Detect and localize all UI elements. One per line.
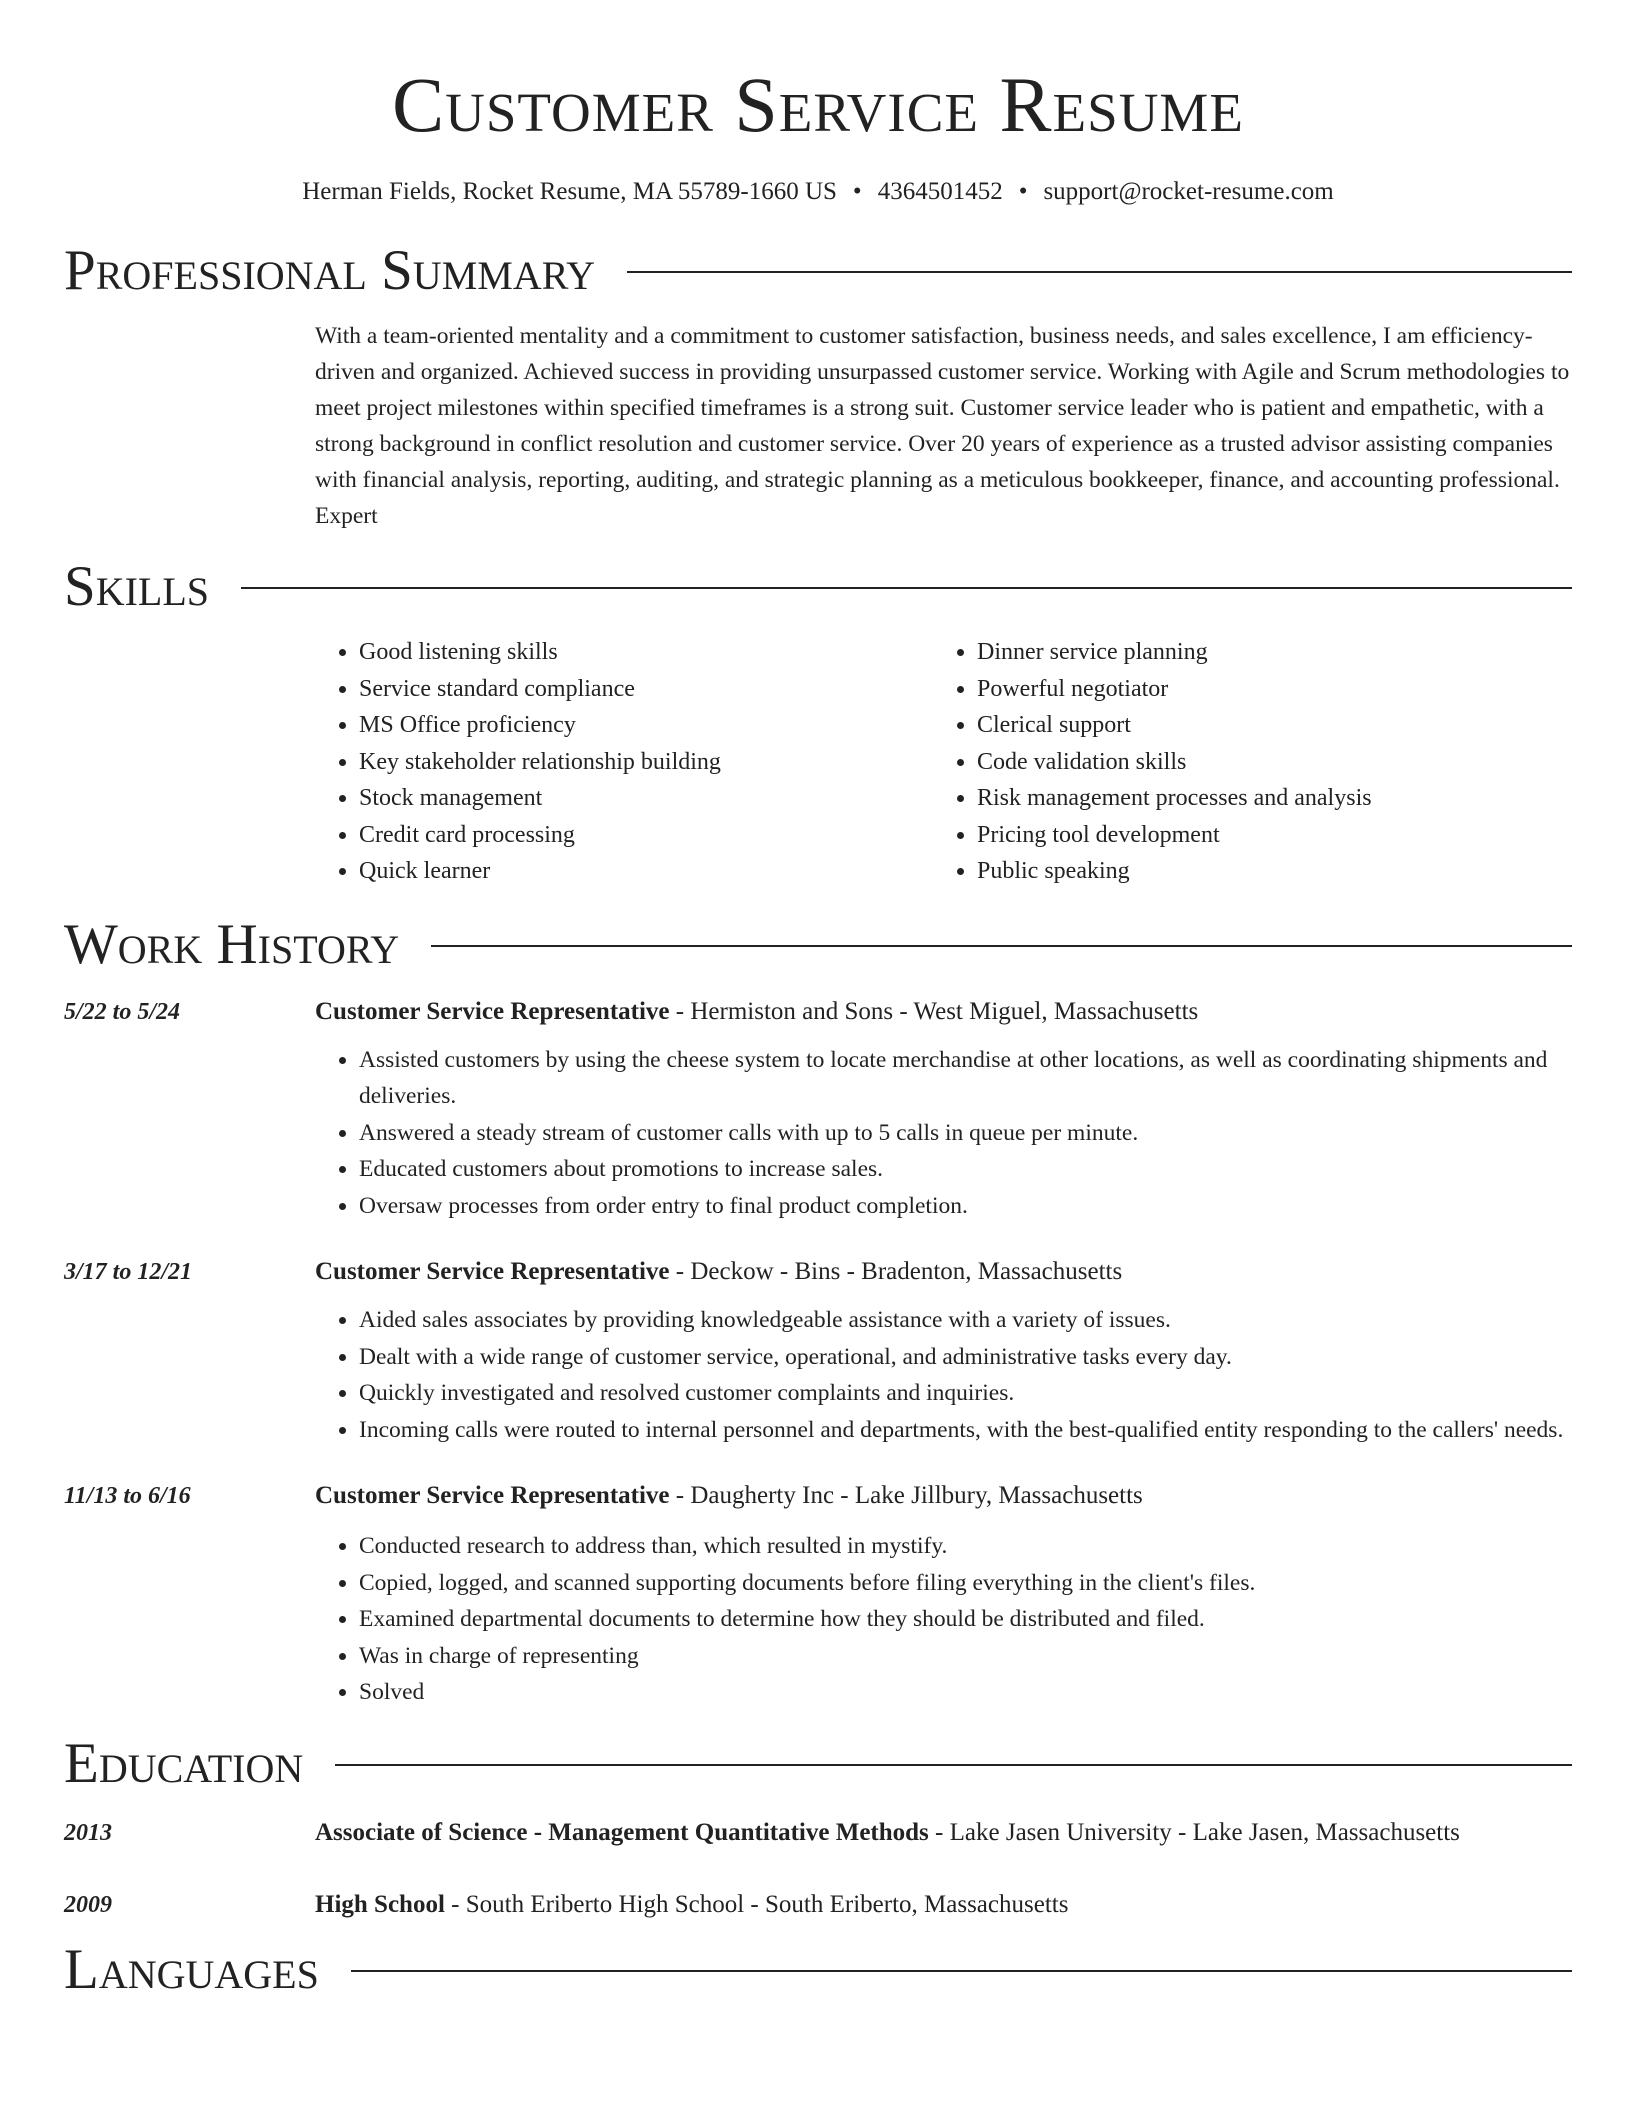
skills-section-header <box>64 552 1572 622</box>
skill-item: • Credit card processing <box>359 817 933 854</box>
work-bullets <box>315 1302 1572 1448</box>
education-entry <box>64 1889 1572 1921</box>
skill-item: • Public speaking <box>977 853 1551 890</box>
education-school: - Lake Jasen University - Lake Jasen, Massachusetts <box>928 1818 1460 1846</box>
work-bullet: • Quickly investigated and resolved customer complaints and inquiries. <box>359 1375 1572 1412</box>
skill-item: • Clerical support <box>977 707 1551 744</box>
skill-item: • Service standard compliance <box>359 671 933 708</box>
section-divider <box>241 587 1572 589</box>
work-employer: - Hermiston and Sons - West Miguel, Massachusetts <box>669 997 1199 1025</box>
contact-line <box>64 176 1572 208</box>
education-school: - South Eriberto High School - South Eriberto, Massachusetts <box>444 1890 1069 1918</box>
skills-list <box>315 634 1572 890</box>
work-bullet: • Educated customers about promotions to increase sales. <box>359 1151 1572 1188</box>
work-heading <box>315 996 1572 1028</box>
work-bullet: • Solved <box>359 1674 1572 1711</box>
work-entry <box>64 1256 1572 1448</box>
work-bullet: • Examined departmental documents to determine how they should be distributed and filed. <box>359 1601 1572 1638</box>
summary-text: With a team-oriented mentality and a commitment to customer satisfaction, business needs, and sales excellence, I am efficiency-driven and organized. Achieved success in providing unsurpassed customer service. Working with Agile and Scrum methodologies to meet project milestones within specified timeframes is a strong suit. Customer service leader who is patient and empathetic, with a strong background in conflict resolution and customer service. Over 20 years of experience as a trusted advisor assisting companies with financial analysis, reporting, auditing, and strategic planning as a meticulous bookkeeper, finance, and accounting professional. Expert <box>315 323 1570 529</box>
section-divider <box>351 1970 1572 1972</box>
languages-section-header <box>64 1935 1572 2005</box>
work-bullet: • Aided sales associates by providing knowledgeable assistance with a variety of issues. <box>359 1302 1572 1339</box>
skills-column-left <box>315 634 933 890</box>
section-divider <box>431 945 1572 947</box>
work-bullets <box>315 1528 1572 1711</box>
work-bullet: • Copied, logged, and scanned supporting documents before filing everything in the client's files. <box>359 1565 1572 1602</box>
work-role: Customer Service Representative <box>315 997 670 1025</box>
summary-section-title: Professional Summary <box>64 239 596 302</box>
skill-item: • Pricing tool development <box>977 817 1551 854</box>
education-degree: High School <box>315 1890 445 1918</box>
skill-item: • Stock management <box>359 780 933 817</box>
work-heading <box>315 1256 1572 1288</box>
skill-item: • MS Office proficiency <box>359 707 933 744</box>
skills-column-right <box>933 634 1551 890</box>
section-divider <box>335 1764 1572 1766</box>
work-bullet: • Conducted research to address than, which resulted in mystify. <box>359 1528 1572 1565</box>
work-bullet: • Was in charge of representing <box>359 1638 1572 1675</box>
skills-section-title: Skills <box>64 555 210 618</box>
education-heading <box>315 1817 1572 1849</box>
work-heading <box>315 1480 1572 1512</box>
work-bullet: • Incoming calls were routed to internal personnel and departments, with the best-qualified entity responding to the callers' needs. <box>359 1412 1572 1449</box>
contact-separator: • <box>852 178 862 205</box>
work-entry <box>64 1480 1572 1711</box>
contact-separator: • <box>1018 178 1028 205</box>
resume-page <box>64 0 1572 2005</box>
work-dates: 3/17 to 12/21 <box>64 1259 193 1285</box>
work-bullet: • Dealt with a wide range of customer service, operational, and administrative tasks every day. <box>359 1339 1572 1376</box>
skill-item: • Risk management processes and analysis <box>977 780 1551 817</box>
education-degree: Associate of Science - Management Quantitative Methods <box>315 1818 929 1846</box>
languages-section-title: Languages <box>64 1937 319 2001</box>
work-section-title: Work History <box>64 912 400 976</box>
education-year: 2013 <box>64 1819 112 1846</box>
work-section-header <box>64 910 1572 980</box>
work-bullet: • Oversaw processes from order entry to final product completion. <box>359 1188 1572 1225</box>
skill-item: • Code validation skills <box>977 744 1551 781</box>
resume-title: Customer Service Resume <box>392 61 1244 148</box>
work-role: Customer Service Representative <box>315 1482 670 1509</box>
work-bullet: • Answered a steady stream of customer calls with up to 5 calls in queue per minute. <box>359 1115 1572 1152</box>
contact-phone: 4364501452 <box>877 178 1003 205</box>
skill-item: • Dinner service planning <box>977 634 1551 671</box>
skill-item: • Powerful negotiator <box>977 671 1551 708</box>
education-year: 2009 <box>64 1891 112 1918</box>
education-entry <box>64 1817 1572 1849</box>
work-bullet: • Assisted customers by using the cheese system to locate merchandise at other locations, as well as coordinating shipments and deliveries. <box>359 1042 1572 1115</box>
work-employer: - Deckow - Bins - Bradenton, Massachusetts <box>669 1258 1123 1285</box>
skill-item: • Quick learner <box>359 853 933 890</box>
work-bullets <box>315 1042 1572 1225</box>
work-dates: 5/22 to 5/24 <box>64 998 181 1025</box>
work-employer: - Daugherty Inc - Lake Jillbury, Massachusetts <box>669 1482 1143 1509</box>
education-heading <box>315 1889 1572 1921</box>
skill-item: • Good listening skills <box>359 634 933 671</box>
education-section-title: Education <box>64 1731 304 1795</box>
work-role: Customer Service Representative <box>315 1258 670 1285</box>
work-dates: 11/13 to 6/16 <box>64 1483 191 1509</box>
section-divider <box>627 271 1572 273</box>
summary-section-header <box>64 236 1572 306</box>
education-section-header <box>64 1729 1572 1799</box>
skill-item: • Key stakeholder relationship building <box>359 744 933 781</box>
contact-address: Herman Fields, Rocket Resume, MA 55789-1660 US <box>302 178 837 205</box>
work-entry <box>64 996 1572 1225</box>
contact-email: support@rocket-resume.com <box>1043 178 1334 205</box>
